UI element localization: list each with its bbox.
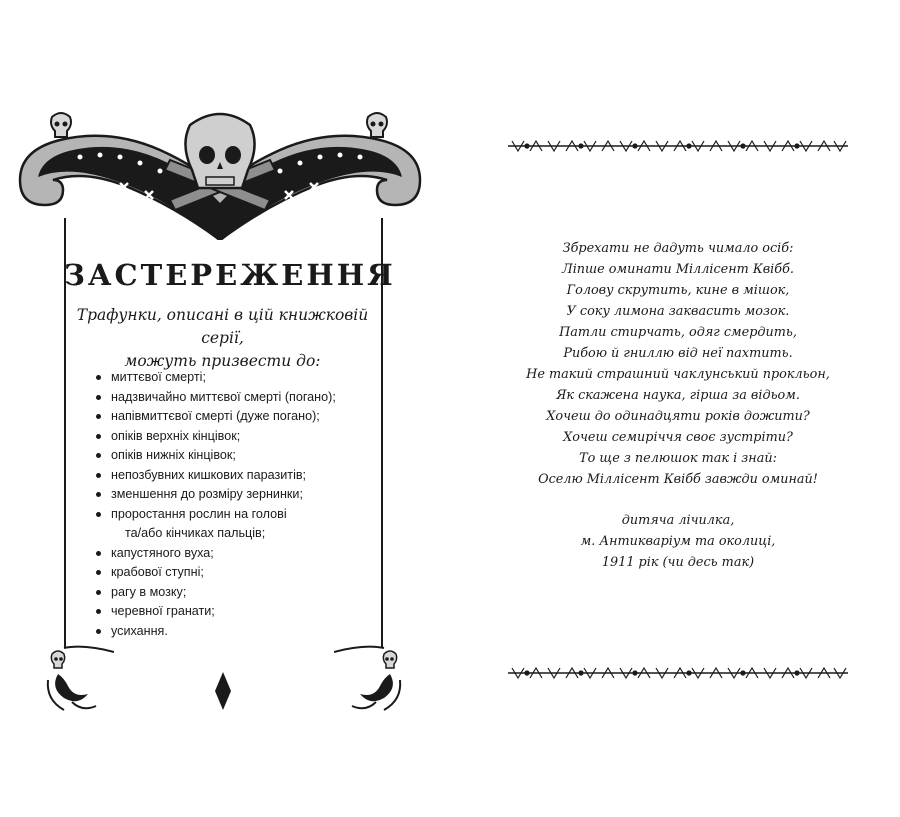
intro-line: Трафунки, описані в цій книжковій серії, [76,306,369,347]
poem-line: Оселю Міллісент Квібб завжди оминай! [538,472,818,487]
intro-text [64,304,381,373]
diamond-ornament-icon [214,672,232,710]
list-item: крабової ступні; [96,563,376,583]
source-line: дитяча лічилка, [621,513,735,528]
list-item [96,505,376,544]
source-line: 1911 рік (чи десь так) [601,555,755,570]
source-line: м. Антикваріум та околиці, [580,534,776,549]
list-item: опіків верхніх кінцівок; [96,427,376,447]
corner-skull-flourish-icon [334,640,404,715]
list-item: зменшення до розміру зернинки; [96,485,376,505]
poem-line: Голову скрутить, кине в мішок, [566,283,790,298]
poem-source [490,510,866,573]
list-item: надзвичайно миттєвої смерті (погано); [96,388,376,408]
border-ornament-icon [508,664,848,682]
list-item: непозбувних кишкових паразитів; [96,466,376,486]
list-item: усихання. [96,622,376,642]
poem-line: То ще з пелюшок так і знай: [579,451,777,466]
poem-line: Збрехати не дадуть чимало осіб: [562,241,794,256]
poem-line: У соку лимона заквасить мозок. [566,304,790,319]
poem [490,238,866,490]
list-item: опіків нижніх кінцівок; [96,446,376,466]
list-item: капустяного вуха; [96,544,376,564]
poem-line: Рибою й гниллю від неї пахтить. [563,346,793,361]
list-item-text: проростання рослин на голові [111,506,287,521]
skull-crossbones-banner-icon [10,105,430,240]
list-item: рагу в мозку; [96,583,376,603]
corner-skull-flourish-icon [44,640,114,715]
poem-line: Ліпше оминати Міллісент Квібб. [562,262,794,277]
border-ornament-icon [508,137,848,155]
poem-line: Хочеш до одинадцяти років дожити? [546,409,810,424]
intro-line: можуть призвести до: [124,352,321,370]
list-item-continuation: та/або кінчиках пальців; [125,526,266,540]
hazard-list [96,368,376,641]
list-item: напівмиттєвої смерті (дуже погано); [96,407,376,427]
poem-line: Патли стирчать, одяг смердить, [559,325,797,340]
list-item: миттєвої смерті; [96,368,376,388]
poem-line: Не такий страшний чаклунський прокльон, [526,367,830,382]
right-page [450,0,900,817]
page-title: ЗАСТЕРЕЖЕННЯ [64,258,396,292]
list-item: черевної гранати; [96,602,376,622]
poem-line: Хочеш семиріччя своє зустріти? [563,430,793,445]
poem-line: Як скажена наука, гірша за відьом. [556,388,800,403]
